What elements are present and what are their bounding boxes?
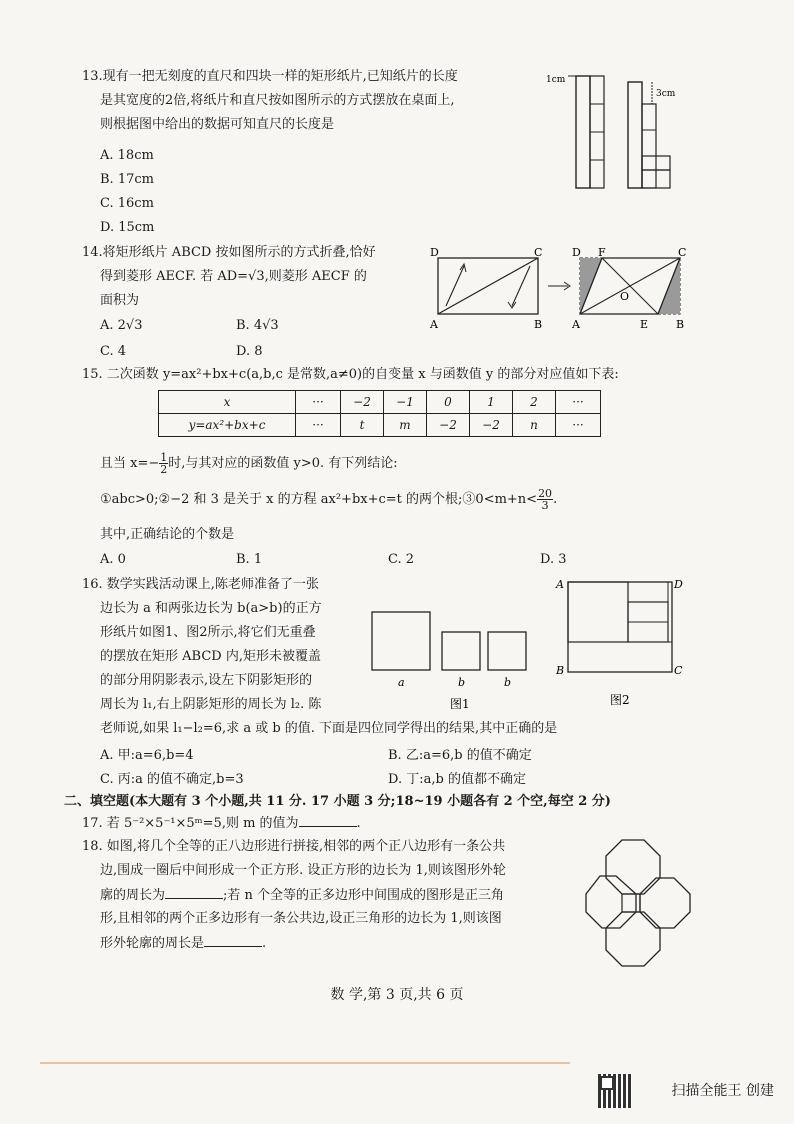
q14-option-d: D. 8 [236,344,263,359]
table-cell: −2 [341,391,384,414]
q15-question: 其中,正确结论的个数是 [100,527,235,542]
qr-code-icon [598,1074,632,1108]
q15-conclusions: ①abc>0;②−2 和 3 是关于 x 的方程 ax²+bx+c=t 的两个根;③0<m+n< $\frac{20}{3}$ . [100,487,558,512]
scan-artifact-line [40,1062,570,1064]
table-cell: y=ax²+bx+c [159,414,296,437]
q17-line: 17. 若 5⁻²×5⁻¹×5ᵐ=5,则 m 的值为 . [82,816,361,831]
table-cell: ··· [556,391,601,414]
scanner-watermark: 扫描全能王 创建 [671,1083,774,1099]
q16-f1-a: a [398,676,405,689]
q16-stem-2: 边长为 a 和两张边长为 b(a>b)的正方 [100,601,322,616]
table-cell: 1 [470,391,513,414]
q16-stem-7: 老师说,如果 l₁−l₂=6,求 a 或 b 的值. 下面是四位同学得出的结果,其中正确的是 [100,721,558,736]
q14-option-c: C. 4 [100,344,127,359]
q16-fig2-caption: 图2 [610,693,630,707]
table-cell: n [513,414,556,437]
q18-stem-1: 18. 如图,将几个全等的正八边形进行拼接,相邻的两个正八边形有一条公共 [82,839,506,854]
q14-f1-B: B [534,318,543,331]
q13-stem-3: 则根据图中给出的数据可知直尺的长度是 [100,117,335,132]
q16-stem-3: 形纸片如图1、图2所示,将它们无重叠 [100,625,316,640]
q15-stem: 15. 二次函数 y=ax²+bx+c(a,b,c 是常数,a≠0)的自变量 x 与函数值 y 的部分对应值如下表: [82,367,619,382]
q15-option-d: D. 3 [540,552,567,567]
q18-stem-4: 形,且相邻的两个正多边形有一条公共边,设正三角形的边长为 1,则该图 [100,911,502,926]
q14-stem-3: 面积为 [100,293,140,308]
q16-f1-b1: b [458,676,466,689]
q16-stem-5: 的部分用阴影表示,设左下阴影矩形的 [100,673,313,688]
q14-f2-B: B [676,318,685,331]
q15-condition: 且当 x=− $\frac{1}{2}$ 时,与其对应的函数值 y>0. 有下列结论: [100,451,398,476]
table-cell: −1 [384,391,427,414]
q14-f1-C: C [534,246,543,259]
q16-f1-b2: b [504,676,512,689]
q16-f2-D: D [674,578,683,591]
q14-option-b: B. 4√3 [236,318,279,333]
table-cell: ··· [296,391,341,414]
q14-f2-D: D [572,246,581,259]
q13-label-3cm: 3cm [656,89,676,99]
table-cell: ··· [556,414,601,437]
q18-stem-3: 廓的周长为 ;若 n 个全等的正多边形中间围成的图形是正三角 [100,888,505,903]
q13-stem-1: 13.现有一把无刻度的直尺和四块一样的矩形纸片,已知纸片的长度 [82,69,458,84]
section-2-heading: 二、填空题(本大题有 3 个小题,共 11 分. 17 小题 3 分;18~19 小题各有 2 个空,每空 2 分) [64,794,611,809]
q18-octagon-figure [582,836,692,970]
table-cell: 0 [427,391,470,414]
q14-f2-F: F [598,246,606,259]
q13-option-a: A. 18cm [100,148,154,163]
q16-f2-A: A [556,578,564,591]
q13-figure [540,72,700,192]
q14-f1-D: D [430,246,439,259]
q14-f2-C: C [678,246,687,259]
q14-f2-O: O [620,290,630,303]
q14-f2-A: A [572,318,580,331]
q16-fig1-caption: 图1 [450,697,470,711]
table-cell: t [341,414,384,437]
q13-label-1cm: 1cm [546,75,566,85]
q18-stem-5: 形外轮廓的周长是 . [100,936,267,951]
q13-option-b: B. 17cm [100,172,154,187]
q16-option-b: B. 乙:a=6,b 的值不确定 [388,748,532,763]
q14-f2-E: E [640,318,649,331]
q16-figure-2 [552,574,692,714]
q16-figure-1 [368,604,538,714]
q16-f2-C: C [674,664,683,677]
table-cell: m [384,414,427,437]
q17-answer-blank [299,814,357,827]
q14-option-a: A. 2√3 [100,318,143,333]
q16-stem-4: 的摆放在矩形 ABCD 内,矩形未被覆盖 [100,649,321,664]
page-footer: 数 学,第 3 页,共 6 页 [330,987,464,1003]
table-cell: x [159,391,296,414]
q18-answer-blank-2 [204,934,262,947]
ruler-right [628,82,642,188]
q18-stem-2: 边,围成一圈后中间形成一个正方形. 设正方形的边长为 1,则该图形外轮 [100,863,506,878]
q15-value-table [158,390,601,437]
q15-option-b: B. 1 [236,552,263,567]
q14-stem-1: 14.将矩形纸片 ABCD 按如图所示的方式折叠,恰好 [82,245,376,260]
q14-figure [424,244,694,334]
table-cell: 2 [513,391,556,414]
q16-option-d: D. 丁:a,b 的值都不确定 [388,772,526,787]
q15-option-c: C. 2 [388,552,415,567]
q18-answer-blank-1 [165,886,223,899]
q13-option-d: D. 15cm [100,220,155,235]
q14-stem-2: 得到菱形 AECF. 若 AD=√3,则菱形 AECF 的 [100,269,367,284]
q16-f2-B: B [556,664,565,677]
q16-option-a: A. 甲:a=6,b=4 [100,748,194,763]
table-cell: ··· [296,414,341,437]
q15-option-a: A. 0 [100,552,126,567]
ruler-left [576,76,590,188]
q17-stem: 17. 若 5⁻²×5⁻¹×5ᵐ=5,则 m 的值为 [82,816,299,831]
q13-option-c: C. 16cm [100,196,154,211]
q16-stem-1: 16. 数学实践活动课上,陈老师准备了一张 [82,577,319,592]
q16-option-c: C. 丙:a 的值不确定,b=3 [100,772,244,787]
q13-stem-2: 是其宽度的2倍,将纸片和直尺按如图所示的方式摆放在桌面上, [100,93,455,108]
table-cell: −2 [470,414,513,437]
q16-stem-6: 周长为 l₁,右上阴影矩形的周长为 l₂. 陈 [100,697,322,712]
table-cell: −2 [427,414,470,437]
q14-f1-A: A [430,318,438,331]
